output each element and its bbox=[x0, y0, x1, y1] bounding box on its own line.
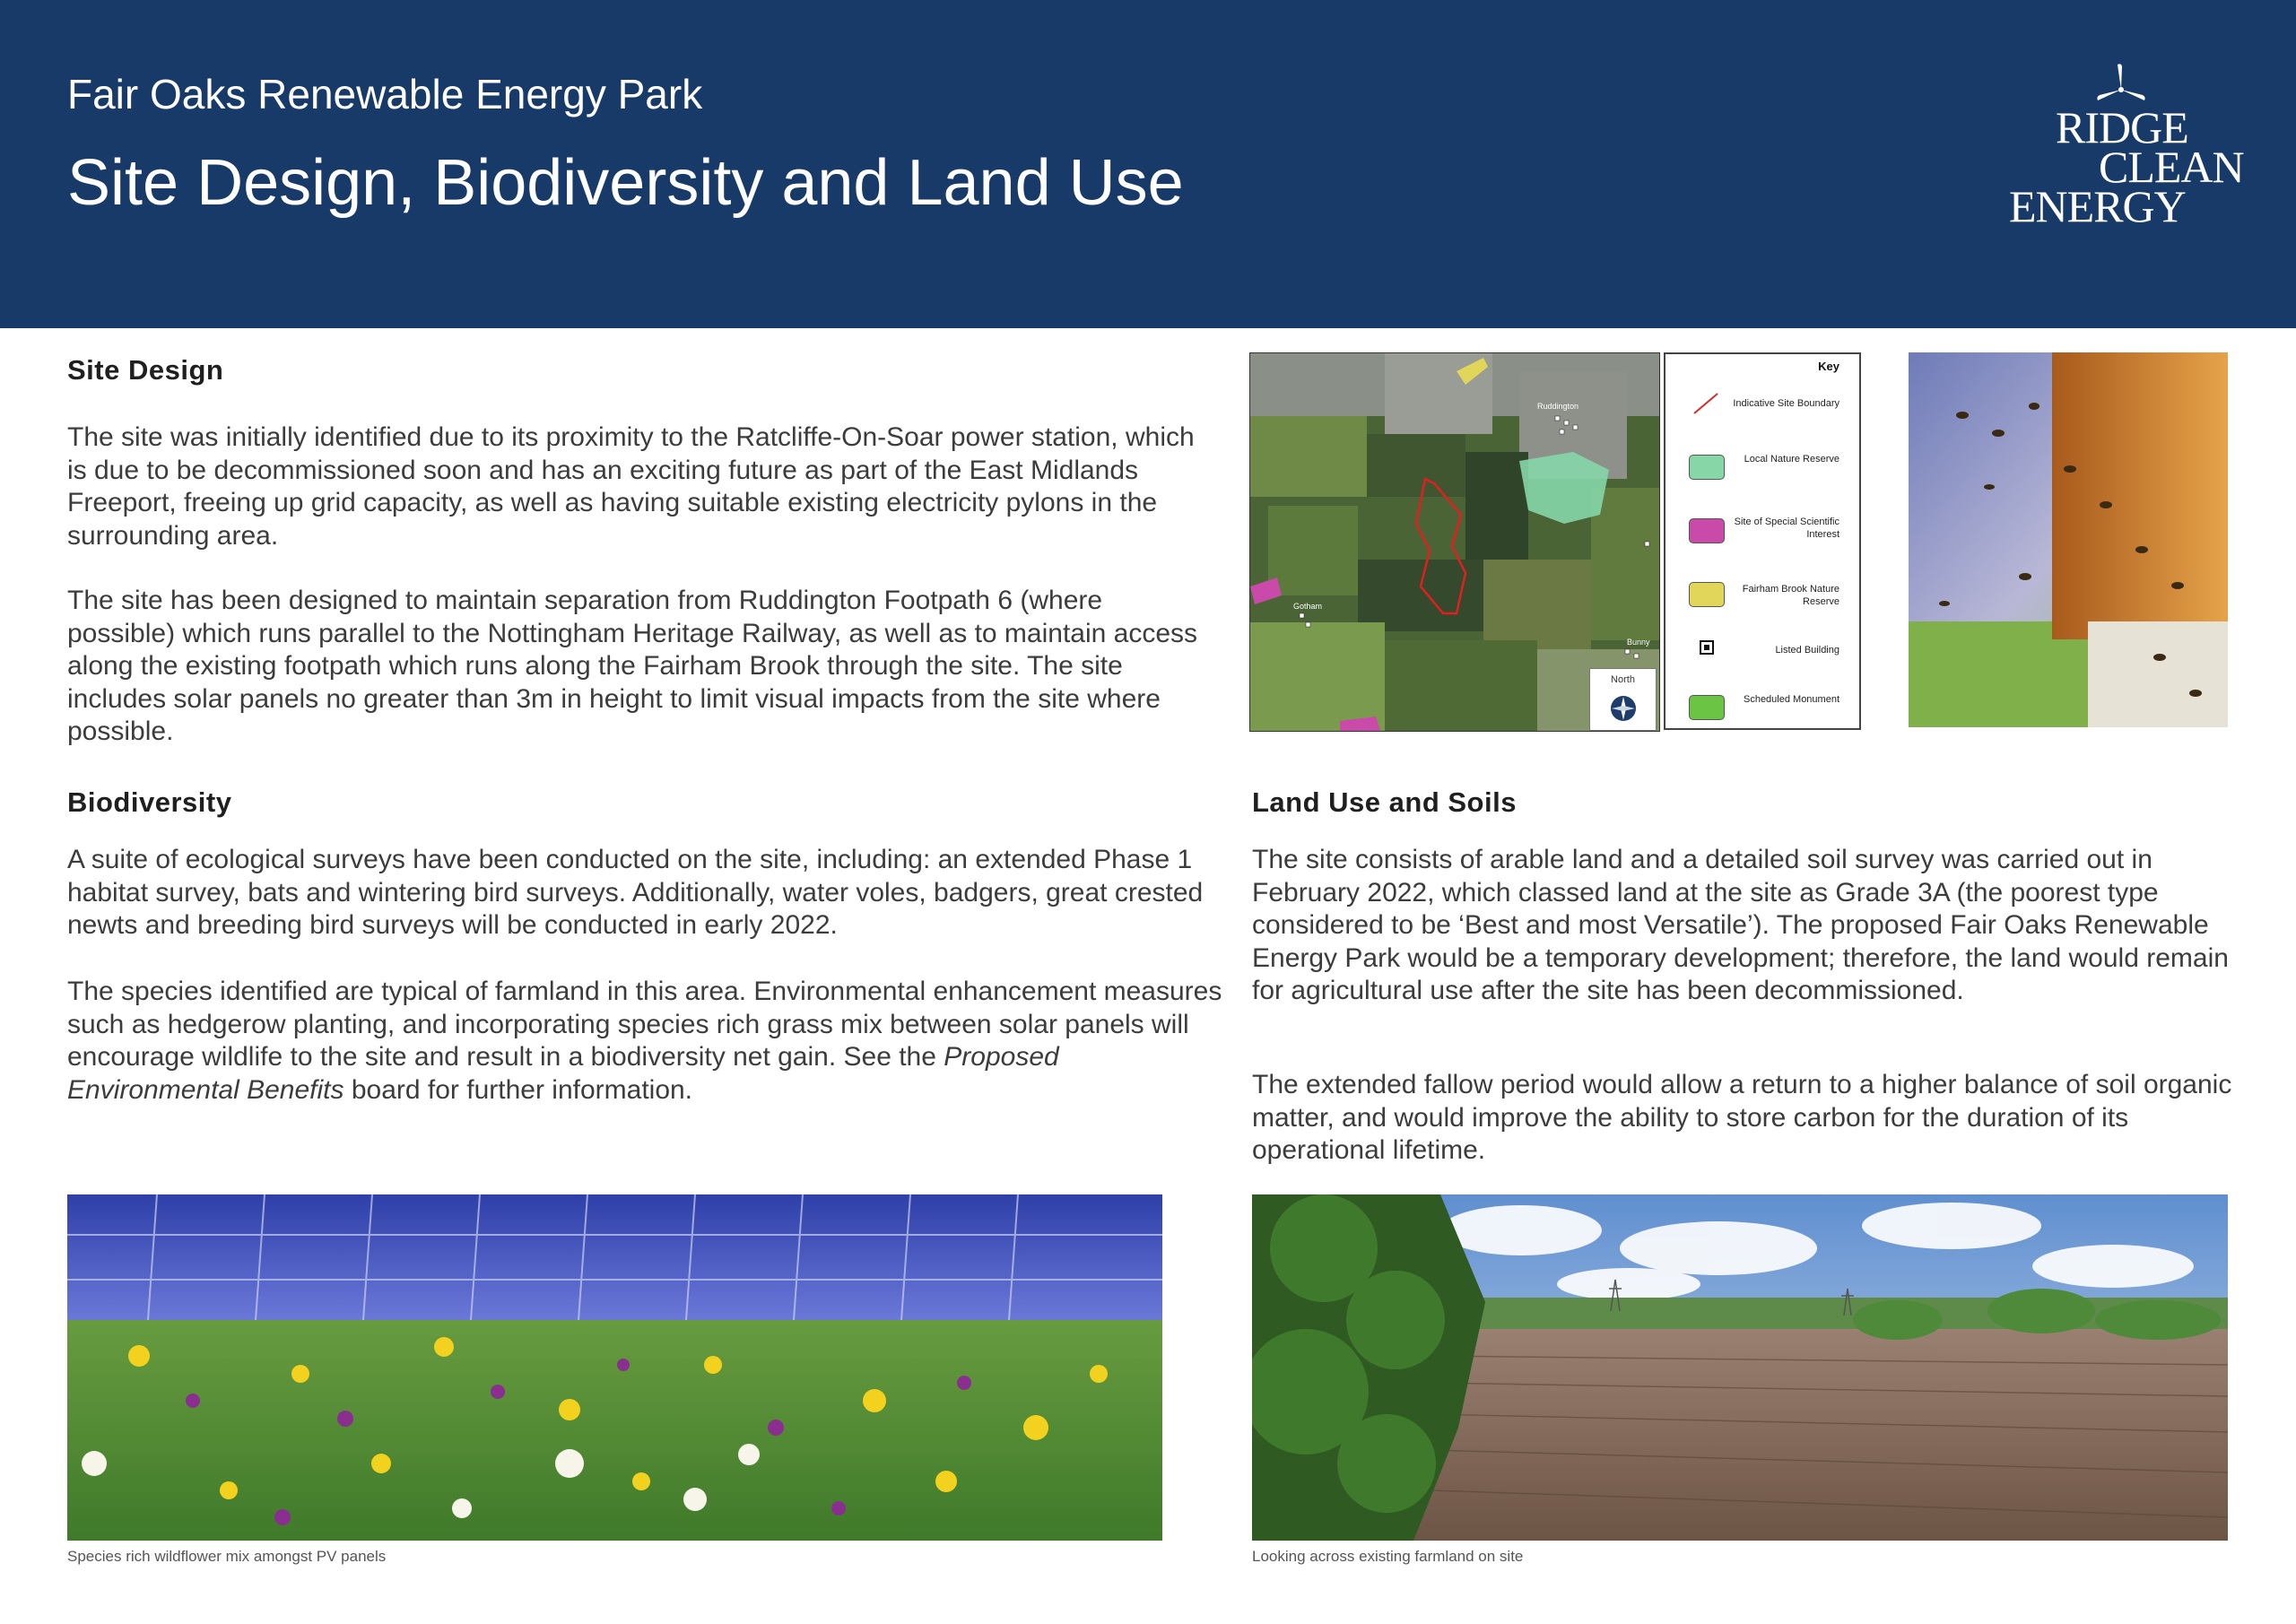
land-use-paragraph-1: The site consists of arable land and a detailed soil survey was carried out in February 2022, which classed land at the site as Grade 3A (the poorest type considered to be ‘Best and most Versatile’). The proposed Fair Oaks Renewable Energy Park would be a temporary development; therefore, the land would remain for agricultural use after the site has been decommissioned. bbox=[1252, 845, 2229, 1005]
logo-wordmark: RIDGE CLEAN ENERGY bbox=[2009, 102, 2244, 231]
ridge-clean-energy-logo bbox=[2009, 63, 2244, 242]
north-indicator bbox=[1589, 668, 1657, 731]
key-label-fairham-brook: Fairham Brook Nature Reserve bbox=[1742, 584, 1839, 607]
key-swatch-sssi bbox=[1689, 518, 1725, 543]
key-listed-building-icon bbox=[1700, 640, 1714, 655]
biodiversity-paragraph-1: A suite of ecological surveys have been conducted on the site, including: an extended Phase 1 habitat survey, bats and wintering bird surveys. Additionally, water voles, badgers, great crested newts and breeding bird surveys will be conducted in early 2022. bbox=[67, 845, 1204, 940]
map-key bbox=[1664, 352, 1861, 730]
wildflower-photo bbox=[67, 1194, 1162, 1541]
key-swatch-fairham-brook bbox=[1689, 582, 1725, 607]
site-design-paragraph-2: The site has been designed to maintain separation from Ruddington Footpath 6 (where possible) which runs parallel to the Nottingham Heritage Railway, as well as to maintain access along the existing footpath which runs along the Fairham Brook through the site. The site includes solar panels no greater than 3m in height to limit visual impacts from the site where possible. bbox=[67, 586, 1198, 746]
map-label-ruddington: Ruddington bbox=[1537, 402, 1579, 411]
map-label-bunny: Bunny bbox=[1627, 638, 1650, 647]
key-label-local-nature-reserve: Local Nature Reserve bbox=[1744, 454, 1839, 465]
map-label-gotham: Gotham bbox=[1293, 602, 1323, 611]
page-title: Site Design, Biodiversity and Land Use bbox=[67, 147, 1184, 219]
land-use-heading: Land Use and Soils bbox=[1252, 786, 1517, 818]
key-label-listed-building: Listed Building bbox=[1775, 645, 1839, 656]
key-boundary-line-icon bbox=[1689, 392, 1723, 415]
biodiversity-paragraph-2: The species identified are typical of farmland in this area. Environmental enhancement measures such as hedgerow planting, and incorporating species rich grass mix between solar panels will encourage wildlife to the site and result in a biodiversity net gain. See the Proposed Environmental Benefits board for further information. bbox=[67, 977, 1222, 1105]
site-design-paragraph-1: The site was initially identified due to its proximity to the Ratcliffe-On-Soar power station, which is due to be decommissioned soon and has an exciting future as part of the East Midlands Freeport, freeing up grid capacity, as well as having suitable existing electricity pylons in the surrounding area. bbox=[67, 422, 1195, 551]
wildflower-caption: Species rich wildflower mix amongst PV panels bbox=[67, 1548, 387, 1565]
land-use-paragraph-2: The extended fallow period would allow a return to a higher balance of soil organic matter, and would improve the ability to store carbon for the duration of its operational lifetime. bbox=[1252, 1070, 2232, 1165]
benefits-board-reference: Proposed Environmental Benefits bbox=[67, 1042, 1059, 1105]
key-swatch-scheduled-monument bbox=[1689, 695, 1725, 720]
project-subtitle: Fair Oaks Renewable Energy Park bbox=[67, 71, 703, 117]
key-label-scheduled-monument: Scheduled Monument bbox=[1743, 694, 1839, 705]
key-swatch-local-nature-reserve bbox=[1689, 455, 1725, 480]
header-banner bbox=[0, 0, 2296, 328]
farmland-caption: Looking across existing farmland on site bbox=[1252, 1548, 1524, 1565]
site-design-heading: Site Design bbox=[67, 354, 224, 386]
map-key-title: Key bbox=[1818, 360, 1839, 373]
north-label: North bbox=[1611, 674, 1635, 685]
biodiversity-heading: Biodiversity bbox=[67, 786, 232, 818]
key-label-site-boundary: Indicative Site Boundary bbox=[1733, 398, 1839, 409]
key-label-sssi: Site of Special Scientific Interest bbox=[1734, 517, 1839, 540]
farmland-photo bbox=[1252, 1194, 2228, 1541]
bees-photo bbox=[1909, 352, 2228, 727]
compass-icon bbox=[1609, 694, 1638, 723]
